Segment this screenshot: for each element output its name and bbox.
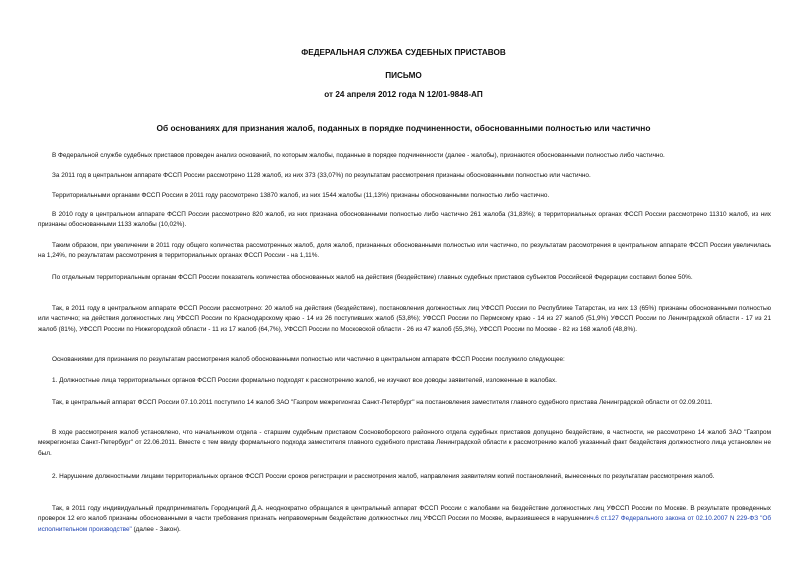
agency-title: ФЕДЕРАЛЬНАЯ СЛУЖБА СУДЕБНЫХ ПРИСТАВОВ [301, 48, 506, 57]
paragraph-13-text: Так, в 2011 году индивидуальный предприниматель Городницкий Д.А. неоднократно обращался в центральный аппарат ФССП России с жалобами на бездействие должностных лиц УФССП России по Москве. В результате проведенных проверок 12 его жалоб признаны обоснованными в части требования признать неправомерным бездействие должностных лиц УФССП России по Москве, выразившееся в нарушении [38, 505, 771, 523]
paragraph-13 [38, 504, 771, 535]
paragraph-12: 2. Нарушение должностными лицами территориальных органов ФССП России сроков регистрации и рассмотрения жалоб, направления заявителям копий постановлений, вынесенных по результатам рассмотрения жалоб. [52, 473, 715, 480]
paragraph-8: Основаниями для признания по результатам рассмотрения жалоб обоснованными полностью или частично в центральном аппарате ФССП России послужило следующее: [52, 356, 565, 363]
document-subject: Об основаниях для признания жалоб, поданных в порядке подчиненности, обоснованными полностью или частично [156, 123, 651, 133]
paragraph-4: В 2010 году в центральном аппарате ФССП России рассмотрено 820 жалоб, из них признана обоснованными полностью либо частично 261 жалоба (31,83%); в территориальных органах ФССП России рассмотрено 11310 жалоб, из них признаны обоснованными 1133 жалобы (10,02%). [38, 211, 771, 229]
paragraph-7: Так, в 2011 году в центральном аппарате ФССП России рассмотрено: 20 жалоб на действия (бездействие), постановления должностных лиц УФССП России по Республике Татарстан, из них 13 (65%) признаны обоснованными полностью или частично; на действия должностных лиц УФССП России по Краснодарскому краю - 14 из 26 поступивших жалоб (53,8%); УФССП России по Пермскому краю - 14 из 27 жалоб (51,9%) УФССП России по Ленинградской области - 17 из 21 жалоб (81%), УФССП России по Нижегородской области - 11 из 17 жалоб (64,7%), УФССП России по Московской области - 26 из 47 жалоб (55,3%), УФССП России по Москве - 82 из 168 жалоб (48,8%). [38, 305, 771, 333]
paragraph-11: В ходе рассмотрения жалоб установлено, что начальником отдела - старшим судебным приставом Сосновоборского районного отдела судебных приставов допущено бездействие, в частности, не рассмотрено 14 жалоб ЗАО "Газпром межрегионгаз Санкт-Петербург" от 22.06.2011. Вместе с тем ввиду формального подхода заместителя главного судебного пристава Ленинградской области к рассмотрению жалоб указанный факт бездействия должностного лица установлен не был. [38, 429, 771, 457]
paragraph-5: Таким образом, при увеличении в 2011 году общего количества рассмотренных жалоб, доля жалоб, признанных обоснованными полностью или частично, по результатам рассмотрения в центральном аппарате ФССП России увеличилась на 1,24%, по результатам рассмотрения в территориальных органах ФССП России - на 1,11%. [38, 242, 771, 260]
paragraph-2: За 2011 год в центральном аппарате ФССП России рассмотрено 1128 жалоб, из них 373 (33,07%) по результатам рассмотрения признаны обоснованными полностью или частично. [52, 172, 591, 179]
paragraph-1: В Федеральной службе судебных приставов проведен анализ оснований, по которым жалобы, поданные в порядке подчиненности (далее - жалобы), признаются обоснованными полностью либо частично. [52, 152, 665, 159]
paragraph-3: Территориальными органами ФССП России в 2011 году рассмотрено 13870 жалоб, из них 1544 жалобы (11,13%) признаны обоснованными полностью либо частично. [52, 192, 550, 199]
paragraph-10: Так, в центральный аппарат ФССП России 07.10.2011 поступило 14 жалоб ЗАО "Газпром межрегионгаз Санкт-Петербург" на постановления заместителя главного судебного пристава Ленинградской области от 02.09.2011. [52, 399, 713, 406]
document-reference: от 24 апреля 2012 года N 12/01-9848-АП [324, 90, 483, 99]
paragraph-9: 1. Должностные лица территориальных органов ФССП России формально подходят к рассмотрению жалоб, не изучают все доводы заявителей, изложенные в жалобах. [52, 377, 557, 384]
paragraph-13-tail: (далее - Закон). [131, 525, 181, 533]
law-reference-link[interactable]: ч.6 ст.127 Федерального закона от 02.10.2007 N 229-ФЗ "Об исполнительном производстве" [38, 515, 772, 533]
paragraph-6: По отдельным территориальным органам ФССП России показатель количества обоснованных жалоб на действия (бездействие) главных судебных приставов субъектов Российской Федерации составил более 50%. [52, 274, 693, 281]
document-type: ПИСЬМО [385, 71, 422, 80]
